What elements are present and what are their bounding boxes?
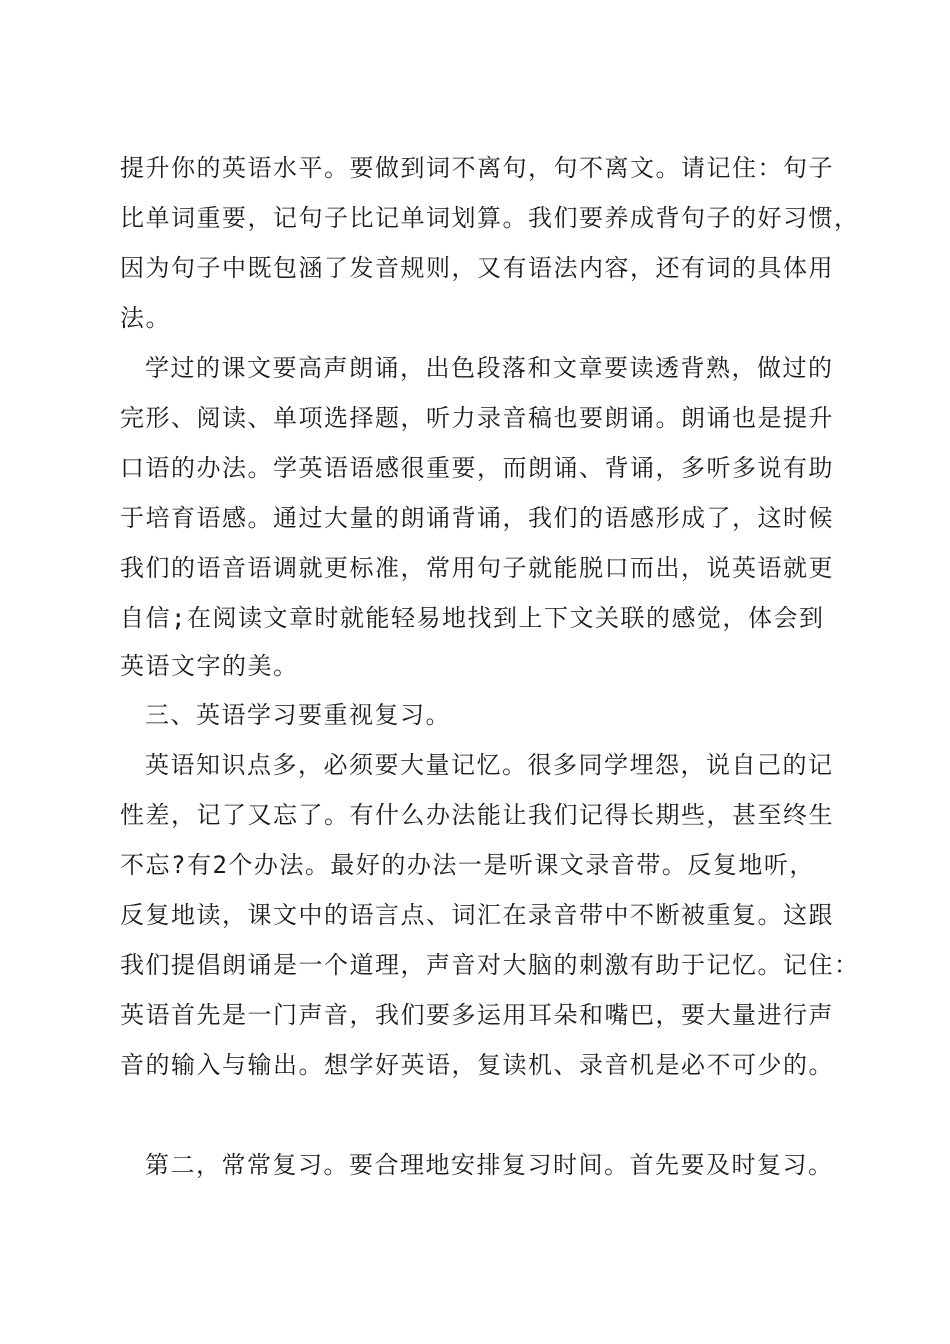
text-line: 完形、阅读、单项选择题，听力录音稿也要朗诵。朗诵也是提升 xyxy=(120,404,834,432)
text-line: 比单词重要，记句子比记单词划算。我们要养成背句子的好习惯， xyxy=(120,204,860,232)
text-line: 性差，记了又忘了。有什么办法能让我们记得长期些，甚至终生 xyxy=(120,801,834,829)
text-line: 法。 xyxy=(120,304,171,332)
text-line: 第二，常常复习。要合理地安排复习时间。首先要及时复习。 xyxy=(145,1151,834,1179)
text-line: 自信;在阅读文章时就能轻易地找到上下文关联的感觉，体会到 xyxy=(120,604,825,632)
text-line: 学过的课文要高声朗诵，出色段落和文章要读透背熟，做过的 xyxy=(145,354,834,382)
text-line: 英语首先是一门声音，我们要多运用耳朵和嘴巴，要大量进行声 xyxy=(120,1001,834,1029)
text-line: 英语文字的美。 xyxy=(120,652,299,680)
text-line: 反复地读，课文中的语言点、词汇在录音带中不断被重复。这跟 xyxy=(120,901,834,929)
text-line: 我们提倡朗诵是一个道理，声音对大脑的刺激有助于记忆。记住： xyxy=(120,951,860,979)
text-line: 英语知识点多，必须要大量记忆。很多同学埋怨，说自己的记 xyxy=(145,751,834,779)
text-line: 不忘?有2个办法。最好的办法一是听课文录音带。反复地听， xyxy=(120,851,815,879)
text-line: 音的输入与输出。想学好英语，复读机、录音机是必不可少的。 xyxy=(120,1051,834,1079)
section-heading: 三、英语学习要重视复习。 xyxy=(145,701,451,729)
text-line: 于培育语感。通过大量的朗诵背诵，我们的语感形成了，这时候 xyxy=(120,504,834,532)
text-line: 我们的语音语调就更标准，常用句子就能脱口而出，说英语就更 xyxy=(120,554,834,582)
text-line: 提升你的英语水平。要做到词不离句，句不离文。请记住：句子 xyxy=(120,154,834,182)
text-line: 口语的办法。学英语语感很重要，而朗诵、背诵，多听多说有助 xyxy=(120,454,834,482)
text-line: 因为句子中既包涵了发音规则，又有语法内容，还有词的具体用 xyxy=(120,254,834,282)
